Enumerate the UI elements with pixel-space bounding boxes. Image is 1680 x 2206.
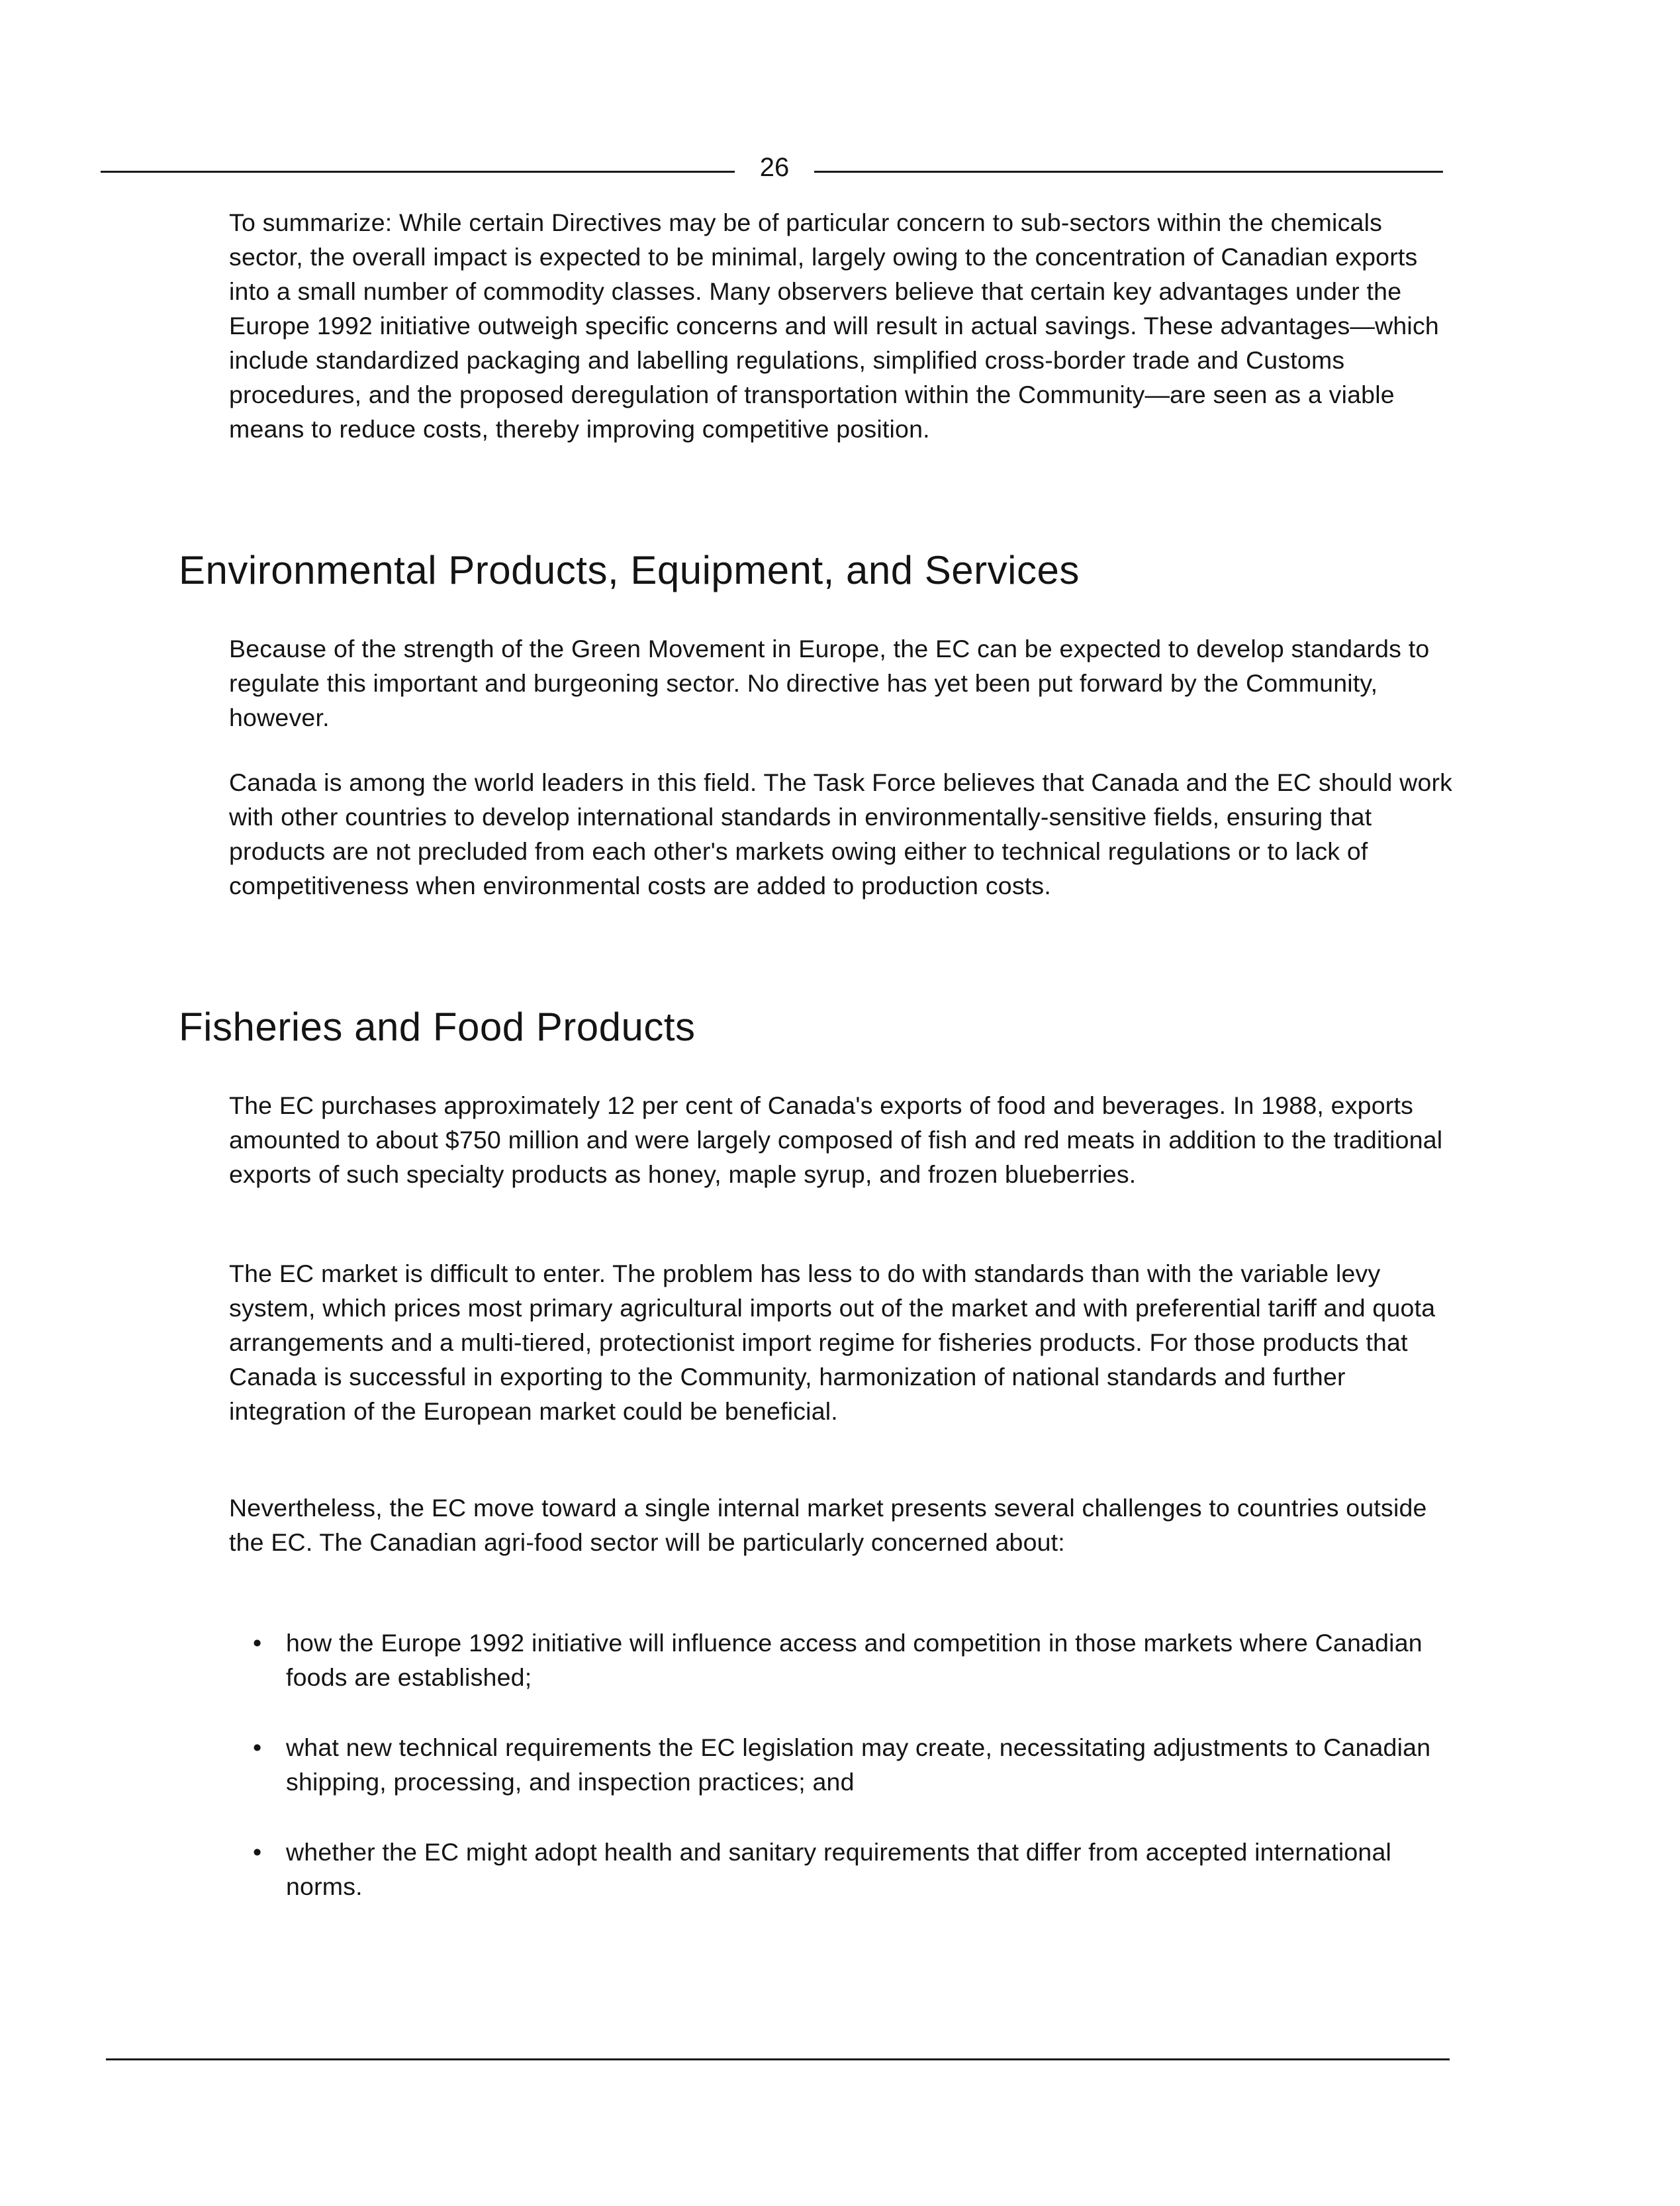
footer-rule bbox=[106, 2058, 1450, 2060]
list-item-text: whether the EC might adopt health and sanitary requirements that differ from accepted international norms. bbox=[286, 1838, 1392, 1900]
list-item bbox=[229, 1835, 1460, 1904]
list-item-text: how the Europe 1992 initiative will influence access and competition in those markets where Canadian foods are established; bbox=[286, 1629, 1423, 1691]
fisheries-heading: Fisheries and Food Products bbox=[179, 1005, 696, 1049]
fisheries-paragraph-1: The EC purchases approximately 12 per cent of Canada's exports of food and beverages. In 1988, exports amounted to about $750 million and were largely composed of fish and red meats in addition to the traditional exports of such specialty products as honey, maple syrup, and frozen blueberries. bbox=[229, 1091, 1443, 1188]
list-item bbox=[229, 1626, 1460, 1694]
list-item-text: what new technical requirements the EC legislation may create, necessitating adjustments to Canadian shipping, processing, and inspection practices; and bbox=[286, 1733, 1431, 1796]
bullet-icon: • bbox=[253, 1838, 262, 1866]
bullet-icon: • bbox=[253, 1629, 262, 1657]
fisheries-paragraph-3: Nevertheless, the EC move toward a single internal market presents several challenges to countries outside the EC. The Canadian agri-food sector will be particularly concerned about: bbox=[229, 1494, 1427, 1556]
fisheries-paragraph-2: The EC market is difficult to enter. The problem has less to do with standards than with the variable levy system, which prices most primary agricultural imports out of the market and with preferential tariff and quota arrangements and a multi-tiered, protectionist import regime for fisheries products. For those products that Canada is successful in exporting to the Community, harmonization of national standards and further integration of the European market could be beneficial. bbox=[229, 1260, 1436, 1425]
header-rule-right bbox=[814, 171, 1443, 173]
header-rule-left bbox=[101, 171, 735, 173]
list-item bbox=[229, 1730, 1460, 1799]
summary-paragraph: To summarize: While certain Directives may be of particular concern to sub-sectors within the chemicals sector, the overall impact is expected to be minimal, largely owing to the concentration of Canadian exports into a small number of commodity classes. Many observers believe that certain key advantages under the Europe 1992 initiative outweigh specific concerns and will result in actual savings. These advantages—which include standardized packaging and labelling regulations, simplified cross-border trade and Customs procedures, and the proposed deregulation of transportation within the Community—are seen as a viable means to reduce costs, thereby improving competitive position. bbox=[229, 208, 1439, 443]
page-number: 26 bbox=[759, 153, 790, 182]
bullet-icon: • bbox=[253, 1733, 262, 1761]
environmental-paragraph-2: Canada is among the world leaders in this field. The Task Force believes that Canada and the EC should work with other countries to develop international standards in environmentally-sensitive fields, ensuring that products are not precluded from each other's markets owing either to technical regulations or to lack of competitiveness when environmental costs are added to production costs. bbox=[229, 768, 1453, 899]
environmental-paragraph-1: Because of the strength of the Green Movement in Europe, the EC can be expected to develop standards to regulate this important and burgeoning sector. No directive has yet been put forward by the Community, however. bbox=[229, 635, 1430, 731]
environmental-heading: Environmental Products, Equipment, and Services bbox=[179, 548, 1080, 592]
concerns-list bbox=[229, 1626, 1460, 1939]
